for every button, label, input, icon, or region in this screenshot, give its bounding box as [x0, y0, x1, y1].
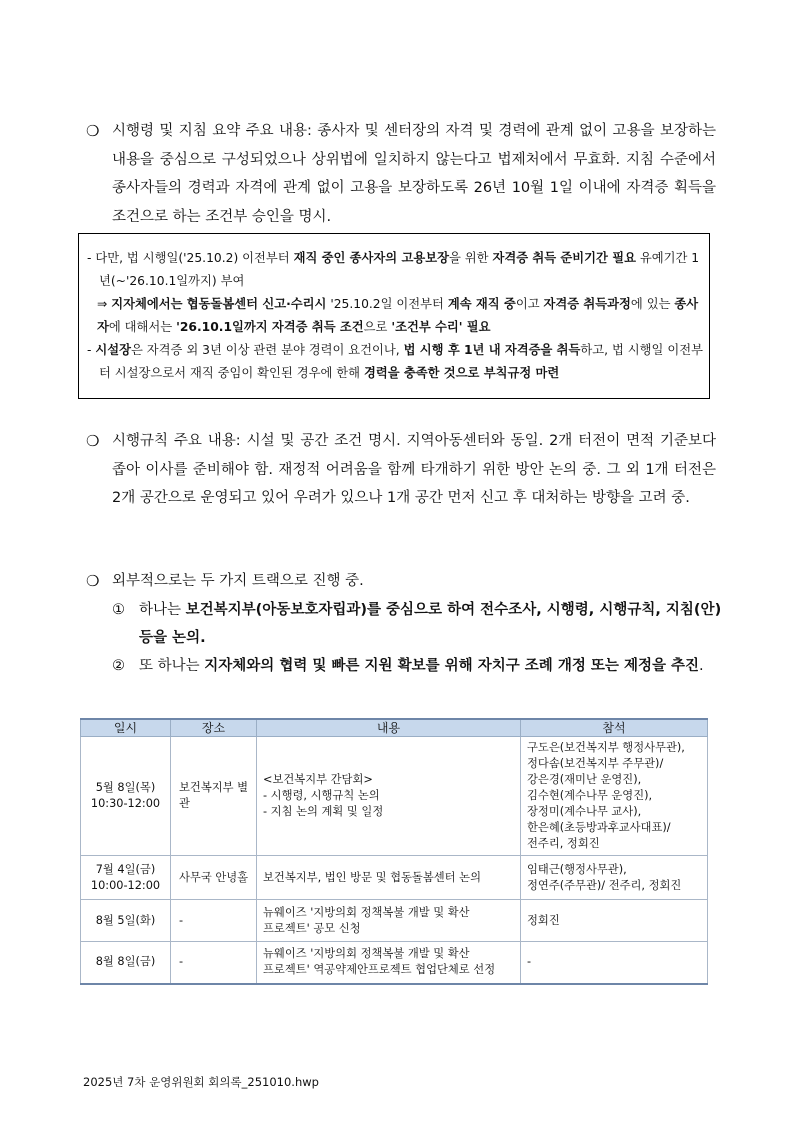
cell-place: 사무국 안녕홀 [171, 856, 257, 900]
cell-attendees: 임태근(행정사무관), 정연주(주무관)/ 전주리, 정회진 [521, 856, 708, 900]
table-header-row [81, 719, 708, 737]
header-attendees: 참석 [521, 719, 708, 737]
track-item-2 [112, 652, 728, 680]
cell-content: 뉴웨이즈 '지방의회 정책복불 개발 및 확산 프로젝트' 공모 신청 [257, 900, 521, 942]
circle-bullet-icon: ❍ [86, 122, 100, 140]
track-number: ① [112, 602, 125, 618]
cell-place: 보건복지부 별관 [171, 737, 257, 856]
header-content: 내용 [257, 719, 521, 737]
cell-place: - [171, 900, 257, 942]
track-text: 또 하나는 지자체와의 협력 및 빠른 지원 확보를 위해 자치구 조례 개정 또는 제정을 추진. [139, 658, 704, 674]
cell-attendees: 구도은(보건복지부 행정사무관), 정다솜(보건복지부 주무관)/ 강은경(재미난 운영진), 김수현(계수나무 운영진), 장정미(계수나무 교사), 한은혜(초등방과후교사대표)/ 전주리, 정회진 [521, 737, 708, 856]
cell-content: <보건복지부 간담회> - 시행령, 시행규칙 논의 - 지침 논의 계획 및 일정 [257, 737, 521, 856]
cell-content: 보건복지부, 법인 방문 및 협동돌봄센터 논의 [257, 856, 521, 900]
paragraph-enforcement-rules [86, 427, 716, 513]
paragraph-text: 시행규칙 주요 내용: 시설 및 공간 조건 명시. 지역아동센터와 동일. 2개 터전이 면적 기준보다 좁아 이사를 준비해야 함. 재정적 어려움을 함께 타개하기 위한 방안 논의 중. 그 외 1개 터전은 2개 공간으로 운영되고 있어 우려가 있으나 1개 공간 먼저 신고 후 대처하는 방향을 고려 중. [112, 433, 716, 506]
track-number: ② [112, 658, 125, 674]
footer-filename: 2025년 7차 운영위원회 회의록_251010.hwp [83, 1075, 319, 1089]
circle-bullet-icon: ❍ [86, 572, 100, 590]
note-line-3: - 시설장은 자격증 외 3년 이상 관련 분야 경력이 요건이나, 법 시행 후 1년 내 자격증을 취득하고, 법 시행일 이전부터 시설장으로서 재직 중임이 확인된 경우에 한해 경력을 충족한 것으로 부칙규정 마련 [87, 343, 703, 380]
cell-attendees: 정회진 [521, 900, 708, 942]
note-box [78, 233, 710, 399]
circle-bullet-icon: ❍ [86, 432, 100, 450]
paragraph-text: 외부적으로는 두 가지 트랙으로 진행 중. [112, 573, 364, 589]
paragraph-external-tracks [86, 567, 716, 596]
track-item-1 [112, 596, 728, 652]
table-row [81, 942, 708, 984]
table-row [81, 900, 708, 942]
paragraph-text: 시행령 및 지침 요약 주요 내용: 종사자 및 센터장의 자격 및 경력에 관계 없이 고용을 보장하는 내용을 중심으로 구성되었으나 상위법에 일치하지 않는다고 법제처에서 무효화. 지침 수준에서 종사자들의 경력과 자격에 관계 없이 고용을 보장하도록 26년 10월 1일 이내에 자격증 획득을 조건으로 하는 조건부 승인을 명시. [112, 123, 716, 225]
cell-place: - [171, 942, 257, 984]
paragraph-enforcement-decree [86, 117, 716, 231]
cell-content: 뉴웨이즈 '지방의회 정책복불 개발 및 확산 프로젝트' 역공약제안프로젝트 협업단체로 선정 [257, 942, 521, 984]
table-row [81, 856, 708, 900]
track-text: 하나는 보건복지부(아동보호자립과)를 중심으로 하여 전수조사, 시행령, 시행규칙, 지침(안) 등을 논의. [139, 602, 722, 646]
header-date: 일시 [81, 719, 171, 737]
cell-attendees: - [521, 942, 708, 984]
note-line-1: - 다만, 법 시행일('25.10.2) 이전부터 재직 중인 종사자의 고용보장을 위한 자격증 취득 준비기간 필요 유예기간 1년(~'26.10.1일까지) 부여 [87, 251, 700, 288]
note-line-2: ⇒ 지자체에서는 협동돌봄센터 신고·수리시 '25.10.2일 이전부터 계속 재직 중이고 자격증 취득과정에 있는 종사자에 대해서는 '26.10.1일까지 자격증 취득 조건으로 '조건부 수리' 필요 [97, 297, 699, 334]
cell-date: 7월 4일(금) 10:00-12:00 [81, 856, 171, 900]
table-row [81, 737, 708, 856]
cell-date: 5월 8일(목) 10:30-12:00 [81, 737, 171, 856]
cell-date: 8월 5일(화) [81, 900, 171, 942]
schedule-table [80, 718, 708, 985]
cell-date: 8월 8일(금) [81, 942, 171, 984]
header-place: 장소 [171, 719, 257, 737]
